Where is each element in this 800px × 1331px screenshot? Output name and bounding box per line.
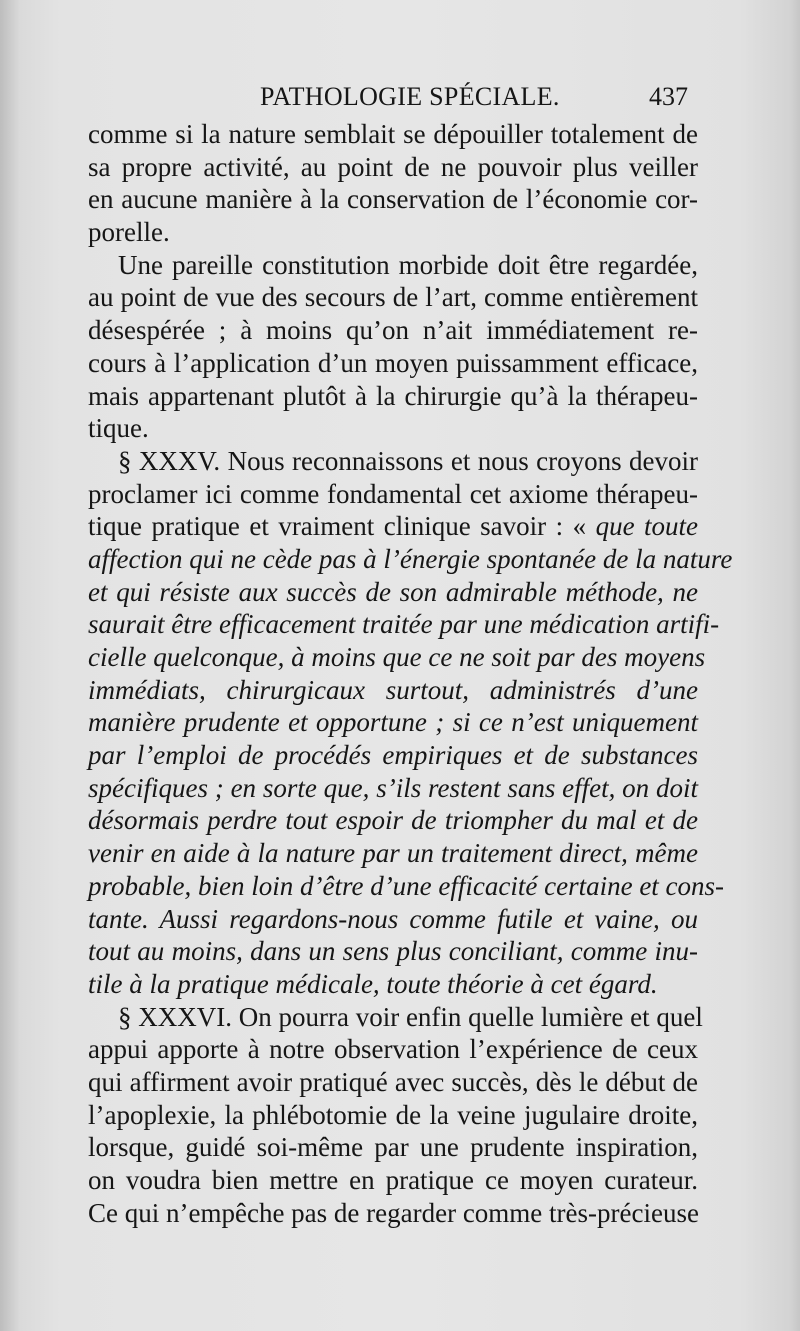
text-line: probable, bien loin d’être d’une efficacité certaine et cons- (88, 870, 725, 901)
text-line: cours à l’application d’un moyen puissamment efficace, (88, 347, 698, 378)
text-line: tante. Aussi regardons-nous comme futile et vaine, ou (88, 903, 698, 934)
text-line: on voudra bien mettre en pratique ce moyen curateur. (88, 1165, 698, 1195)
body-text (88, 118, 733, 1229)
text-line: tout au moins, dans un sens plus conciliant, comme inu- (88, 936, 698, 967)
text-line: cielle quelconque, à moins que ce ne soit par des moyens (88, 642, 706, 672)
text-line: lorsque, guidé soi-même par une prudente inspiration, (88, 1132, 698, 1163)
text-line: mais appartenant plutôt à la chirurgie qu’à la thérapeu- (88, 380, 698, 411)
text-line-italic: que toute (595, 511, 698, 542)
text-line: manière prudente et opportune ; si ce n’est uniquement (88, 707, 698, 738)
text-line: en aucune manière à la conservation de l’économie cor- (88, 184, 698, 215)
text-line: porelle. (88, 217, 170, 248)
text-line-roman: tique pratique et vraiment clinique savoir : « (88, 511, 596, 542)
text-line: et qui résiste aux succès de son admirable méthode, ne (88, 576, 698, 607)
text-line: tile à la pratique médicale, toute théorie à cet égard. (88, 968, 658, 999)
text-line: § XXXV. Nous reconnaissons et nous croyons devoir (118, 445, 698, 476)
text-line: l’apoplexie, la phlébotomie de la veine jugulaire droite, (88, 1099, 698, 1130)
text-line: immédiats, chirurgicaux surtout, administrés d’une (88, 674, 698, 705)
page-number: 437 (649, 82, 688, 111)
text-line: venir en aide à la nature par un traitement direct, même (88, 838, 698, 869)
text-line: tique. (88, 413, 149, 444)
running-title: PATHOLOGIE SPÉCIALE. (260, 82, 560, 111)
text-line: comme si la nature semblait se dépouiller totalement de (88, 119, 698, 149)
text-line: qui affirment avoir pratiqué avec succès, dès le début de (88, 1066, 698, 1097)
text-line: au point de vue des secours de l’art, comme entièrement (88, 282, 698, 313)
text-line: § XXXVI. On pourra voir enfin quelle lumière et quel (118, 1001, 703, 1032)
text-line: spécifiques ; en sorte que, s’ils restent sans effet, on doit (88, 772, 698, 803)
text-line (88, 510, 698, 543)
text-line: désormais perdre tout espoir de triompher du mal et de (88, 805, 698, 836)
text-line: saurait être efficacement traitée par une médication artifi- (88, 609, 720, 640)
text-line: Ce qui n’empêche pas de regarder comme très-précieuse (88, 1197, 699, 1228)
text-line: Une pareille constitution morbide doit être regardée, (118, 249, 698, 280)
text-line: sa propre activité, au point de ne pouvoir plus veiller (88, 151, 698, 182)
text-line: désespérée ; à moins qu’on n’ait immédiatement re- (88, 315, 698, 346)
text-line: appui apporte à notre observation l’expérience de ceux (88, 1034, 698, 1065)
text-line: proclamer ici comme fondamental cet axiome thérapeu- (88, 478, 698, 509)
text-line: par l’emploi de procédés empiriques et de substances (88, 740, 698, 771)
running-head (88, 82, 688, 116)
text-line: affection qui ne cède pas à l’énergie spontanée de la nature (88, 543, 733, 574)
